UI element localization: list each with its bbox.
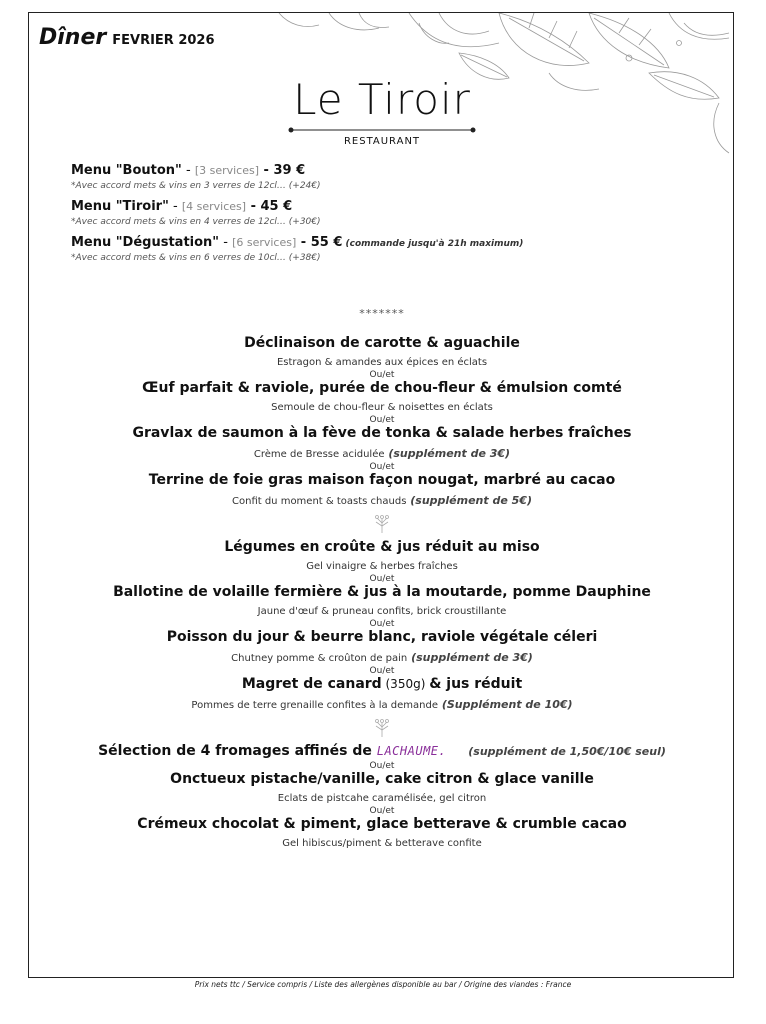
formula-price: - 55 € [296, 235, 343, 250]
restaurant-name: Le Tiroir [293, 75, 471, 124]
dish-description [29, 402, 735, 413]
dish-description-text: Crème de Bresse acidulée [253, 449, 385, 460]
dish-name [29, 743, 735, 759]
dish-description-text: Gel hibiscus/piment & betterave confite [282, 838, 482, 849]
formula-tiroir [71, 199, 711, 227]
dish-item [29, 816, 735, 849]
dish-description [29, 357, 735, 368]
dish-description-text: Eclats de pistcahe caramélisée, gel citron [277, 793, 487, 804]
cheese-name: Sélection de 4 fromages affinés de [98, 743, 377, 759]
dish-description-text: Pommes de terre grenaille confites à la demande [191, 700, 438, 711]
dish-name: Déclinaison de carotte & aguachile [244, 335, 520, 351]
flower-ornament-icon [370, 715, 394, 739]
cheese-brand: LACHAUME. [376, 744, 447, 758]
dish-description [29, 793, 735, 804]
formula-services: [4 services] [181, 200, 247, 213]
dish-supplement: (supplément de 3€) [407, 651, 533, 664]
or-label: Ou/et [369, 761, 395, 771]
or-label: Ou/et [369, 806, 395, 816]
formula-note: (commande jusqu'à 21h maximum) [342, 239, 524, 249]
or-label: Ou/et [369, 370, 395, 380]
dish-item [29, 425, 735, 460]
dish-name: Onctueux pistache/vanille, cake citron & glace vanille [170, 771, 594, 787]
dish-item [29, 584, 735, 617]
dish-description-text: Estragon & amandes aux épices en éclats [276, 357, 488, 368]
dish-supplement: (supplément de 5€) [406, 494, 532, 507]
menu-page [28, 12, 734, 978]
dish-description [29, 606, 735, 617]
formula-services: [3 services] [194, 164, 260, 177]
dish-item [29, 539, 735, 572]
or-label: Ou/et [369, 666, 395, 676]
dish-description [29, 651, 735, 664]
formula-pairing: *Avec accord mets & vins en 6 verres de 10cl… (+38€) [71, 253, 321, 263]
dish-name: Crémeux chocolat & piment, glace betterave & crumble cacao [137, 816, 627, 832]
formula-services: [6 services] [232, 236, 297, 249]
dish-description [29, 698, 735, 711]
logo-underline [287, 126, 477, 134]
or-label: Ou/et [369, 619, 395, 629]
dish-item [29, 380, 735, 413]
dishes-list [29, 335, 735, 849]
dish-supplement: (supplément de 3€) [384, 447, 511, 460]
dish-description-text: Jaune d'œuf & pruneau confits, brick croustillante [257, 606, 507, 617]
dish-name: Terrine de foie gras maison façon nougat, marbré au cacao [148, 472, 616, 488]
formula-price: - 39 € [259, 163, 306, 178]
dish-description [29, 494, 735, 507]
section-separator: ******* [359, 307, 405, 320]
dish-item [29, 335, 735, 368]
dish-name: Légumes en croûte & jus réduit au miso [224, 539, 540, 555]
menu-header [39, 25, 215, 50]
dish-name: Ballotine de volaille fermière & jus à la moutarde, pomme Dauphine [113, 584, 651, 600]
dish-description [29, 447, 735, 460]
dish-description-text: Chutney pomme & croûton de pain [231, 653, 408, 664]
dish-item [29, 676, 735, 711]
dish-description-text: Semoule de chou-fleur & noisettes en éclats [271, 402, 493, 413]
dish-item [29, 629, 735, 664]
formula-separator: - [181, 163, 195, 178]
formula-name: Menu "Dégustation" [71, 235, 220, 250]
restaurant-logo [29, 75, 735, 147]
formula-name: Menu "Bouton" [71, 163, 182, 178]
dish-name-part: Magret de canard [241, 676, 382, 692]
menu-month: FEVRIER 2026 [112, 33, 215, 48]
formula-price: - 45 € [246, 199, 293, 214]
formula-separator: - [168, 199, 182, 214]
dish-description-text: Gel vinaigre & herbes fraîches [306, 561, 458, 572]
menu-title: Dîner [39, 25, 107, 50]
formula-pairing: *Avec accord mets & vins en 4 verres de 12cl… (+30€) [71, 217, 321, 227]
dish-item [29, 771, 735, 804]
dish-description [29, 561, 735, 572]
restaurant-subtitle: RESTAURANT [343, 136, 421, 147]
or-label: Ou/et [369, 462, 395, 472]
or-label: Ou/et [369, 574, 395, 584]
formula-bouton [71, 163, 711, 191]
dish-name: Œuf parfait & raviole, purée de chou-fleur & émulsion comté [142, 380, 622, 396]
dish-supplement: (supplément de 1,50€/10€ seul) [468, 745, 666, 758]
dish-description-text: Confit du moment & toasts chauds [232, 496, 407, 507]
dish-name [29, 676, 735, 692]
dish-name: Poisson du jour & beurre blanc, raviole végétale céleri [166, 629, 598, 645]
flower-ornament-icon [370, 511, 394, 535]
dish-name-part: & jus réduit [429, 676, 523, 692]
menu-formulas [71, 163, 711, 271]
formula-separator: - [219, 235, 233, 250]
dish-item [29, 743, 735, 759]
dish-weight: (350g) [381, 677, 430, 691]
formula-pairing: *Avec accord mets & vins en 3 verres de 12cl… (+24€) [71, 181, 321, 191]
dish-item [29, 472, 735, 507]
dish-description [29, 838, 735, 849]
dish-supplement: (Supplément de 10€) [437, 698, 573, 711]
formula-degustation [71, 235, 711, 263]
formula-name: Menu "Tiroir" [71, 199, 169, 214]
dish-name: Gravlax de saumon à la fève de tonka & salade herbes fraîches [132, 425, 632, 441]
menu-footer: Prix nets ttc / Service compris / Liste des allergènes disponible au bar / Origine des viandes : France [194, 980, 572, 989]
or-label: Ou/et [369, 415, 395, 425]
